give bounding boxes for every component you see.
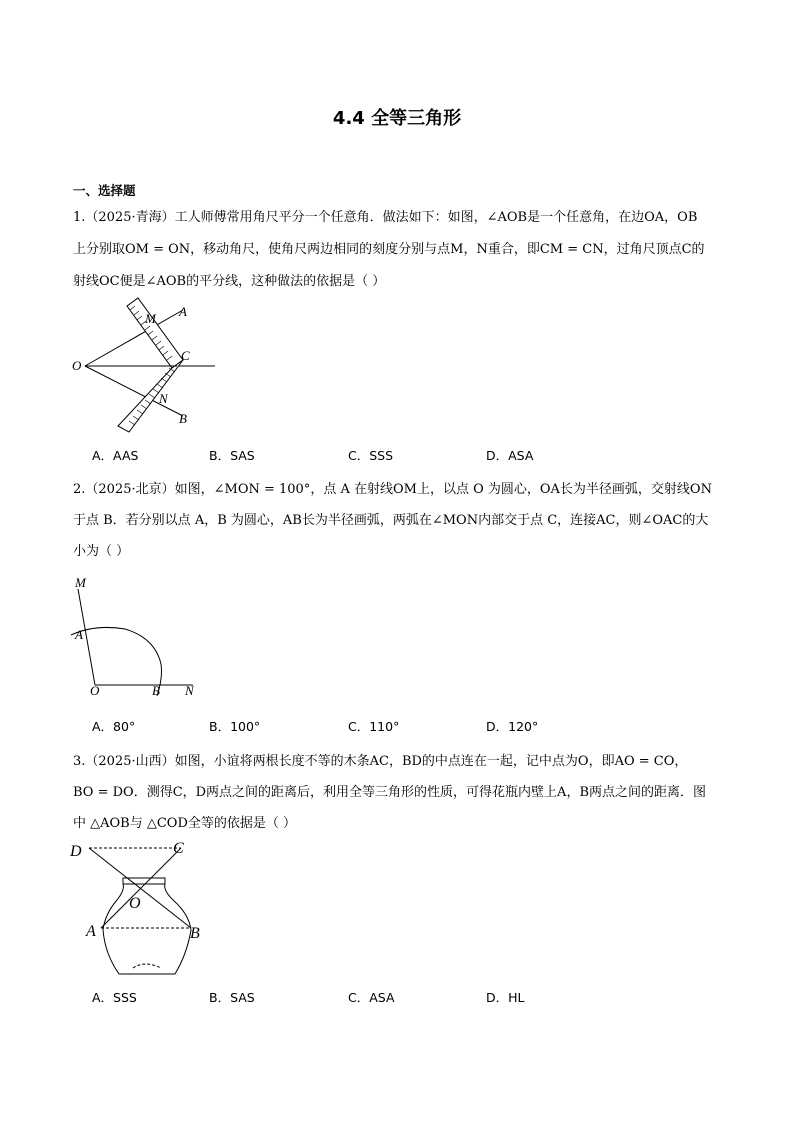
- label-o: O: [90, 683, 100, 698]
- q1-option-b[interactable]: B．SAS: [209, 448, 255, 463]
- q2-text-line-1: 2.（2025·北京）如图，∠MON = 100°，点 A 在射线OM上，以点 O 为圆心，OA长为半径画弧，交射线ON: [73, 482, 712, 497]
- label-o: O: [72, 358, 82, 373]
- label-a: A: [75, 627, 83, 642]
- q1-text-line-1: 1.（2025·青海）工人师傅常用角尺平分一个任意角．做法如下：如图，∠AOB是一个任意角，在边OA，OB: [73, 210, 698, 225]
- q2-option-c[interactable]: C．110°: [348, 719, 400, 734]
- arc-ab: [71, 627, 162, 696]
- label-b: B: [152, 683, 160, 698]
- q2-option-b[interactable]: B．100°: [209, 719, 261, 734]
- q3-option-a[interactable]: A．SSS: [92, 990, 137, 1005]
- q2-option-a[interactable]: A．80°: [92, 719, 136, 734]
- label-a: A: [179, 304, 187, 319]
- label-a: A: [86, 923, 96, 940]
- label-m: M: [75, 575, 86, 590]
- page-title: 4.4 全等三角形: [332, 108, 462, 129]
- rod-bd: [89, 848, 191, 928]
- label-c: C: [173, 840, 184, 857]
- q3-option-b[interactable]: B．SAS: [209, 990, 255, 1005]
- q3-text-line-1: 3.（2025·山西）如图，小谊将两根长度不等的木条AC，BD的中点连在一起，记中点为O，即AO = CO，: [73, 754, 688, 769]
- q1-text-line-2: 上分别取OM = ON，移动角尺，使角尺两边相同的刻度分别与点M，N重合，即CM = CN，过角尺顶点C的: [73, 242, 705, 257]
- rod-ac: [101, 848, 181, 928]
- q3-text-line-2: BO = DO．测得C，D两点之间的距离后，利用全等三角形的性质，可得花瓶内壁上A，B两点之间的距离．图: [73, 785, 707, 800]
- section-heading: 一、选择题: [73, 183, 136, 198]
- q3-text-line-3: 中 △AOB与 △COD全等的依据是（ ）: [73, 816, 297, 831]
- q3-vase-figure: [65, 834, 215, 982]
- q3-option-c[interactable]: C．ASA: [348, 990, 395, 1005]
- label-o: O: [129, 895, 141, 912]
- q1-option-a[interactable]: A．AAS: [92, 448, 139, 463]
- q1-option-d[interactable]: D．ASA: [486, 448, 534, 463]
- label-c: C: [181, 348, 190, 363]
- q2-text-line-3: 小为（ ）: [73, 544, 130, 559]
- vase-outline: [103, 878, 191, 974]
- ruler-upper-arm: [127, 298, 183, 368]
- q2-text-line-2: 于点 B．若分别以点 A，B 为圆心，AB长为半径画弧，两弧在∠MON内部交于点 C，连接AC，则∠OAC的大: [73, 513, 709, 528]
- label-n: N: [159, 391, 168, 406]
- label-b: B: [179, 411, 187, 426]
- q2-option-d[interactable]: D．120°: [486, 719, 539, 734]
- q1-angle-ruler-figure: [65, 296, 235, 444]
- q3-option-d[interactable]: D．HL: [486, 990, 525, 1005]
- q1-option-c[interactable]: C．SSS: [348, 448, 394, 463]
- label-n: N: [185, 683, 194, 698]
- q2-arc-figure: [65, 572, 215, 702]
- q1-text-line-3: 射线OC便是∠AOB的平分线，这种做法的依据是（ ）: [73, 274, 386, 289]
- label-b: B: [190, 925, 200, 942]
- label-d: D: [70, 843, 82, 860]
- label-m: M: [145, 311, 156, 326]
